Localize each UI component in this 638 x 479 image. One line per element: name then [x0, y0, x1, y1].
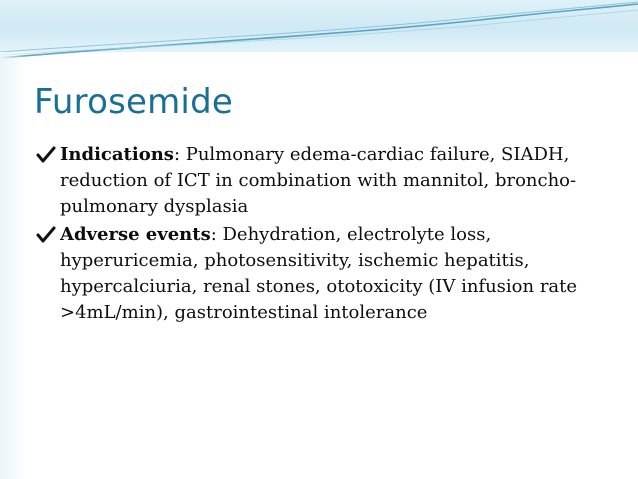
bullet-list	[36, 142, 616, 328]
checkmark-icon	[36, 145, 56, 165]
bullet-term: Adverse events	[60, 224, 211, 245]
header-swoosh	[0, 0, 638, 60]
checkmark-icon	[36, 225, 56, 245]
bullet-item-indications	[36, 142, 616, 220]
slide-title: Furosemide	[34, 82, 233, 122]
bullet-item-adverse-events	[36, 222, 616, 326]
bullet-text: : Pulmonary edema-cardiac failure, SIADH, reduction of ICT in combination with mannitol, broncho-pulmonary dysplasia	[60, 144, 577, 217]
bullet-text: : Dehydration, electrolyte loss, hyperuricemia, photosensitivity, ischemic hepatitis, hypercalciuria, renal stones, ototoxicity (IV infusion rate >4mL/min), gastrointestinal intolerance	[60, 224, 578, 323]
bullet-term: Indications	[60, 144, 174, 165]
left-accent	[0, 52, 26, 479]
